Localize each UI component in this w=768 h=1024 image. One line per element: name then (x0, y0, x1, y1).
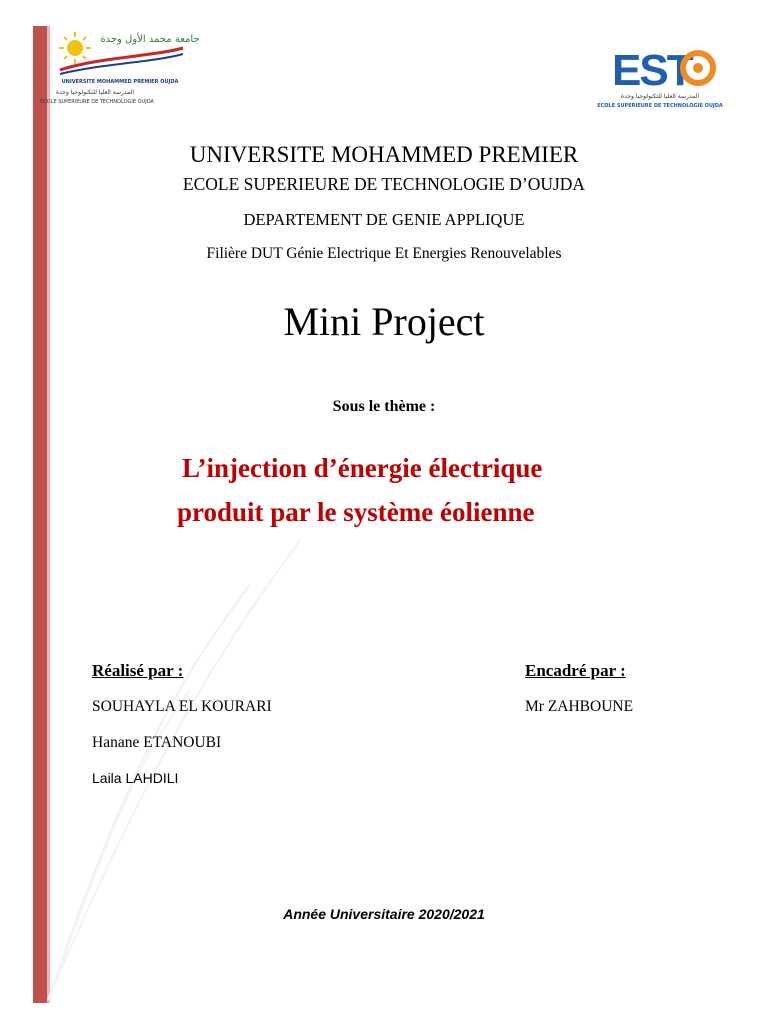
academic-year: Année Universitaire 2020/2021 (283, 906, 485, 922)
svg-text:جامعة محمد الأول وجدة: جامعة محمد الأول وجدة (100, 34, 200, 45)
svg-text:EST: EST (612, 46, 692, 95)
school-name: ECOLE SUPERIEURE DE TECHNOLOGIE D’OUJDA (182, 174, 586, 194)
theme-line-2: produit par le système éolienne (177, 497, 535, 527)
author-name: Hanane ETANOUBI (92, 734, 222, 751)
university-name: UNIVERSITE MOHAMMED PREMIER (189, 142, 579, 167)
svg-text:ECOLE SUPERIEURE DE TECHNOLOGI: ECOLE SUPERIEURE DE TECHNOLOGIE OUJDA (597, 103, 723, 109)
author-name: SOUHAYLA EL KOURARI (92, 698, 272, 715)
est-logo (597, 30, 723, 112)
theme-label: Sous le thème : (332, 398, 436, 415)
svg-text:ECOLE SUPERIEURE DE TECHNOLOGI: ECOLE SUPERIEURE DE TECHNOLOGIE OUJDA (40, 99, 154, 105)
document-title: Mini Project (283, 299, 485, 344)
authors-label: Réalisé par : (92, 661, 184, 680)
svg-text:UNIVERSITE MOHAMMED PREMIER OU: UNIVERSITE MOHAMMED PREMIER OUJDA (61, 79, 179, 85)
svg-text:المدرسة العليا للتكنولوجيا وجد: المدرسة العليا للتكنولوجيا وجدة (55, 89, 135, 96)
theme-line-1: L’injection d’énergie électrique (182, 453, 543, 483)
supervisor-name: Mr ZAHBOUNE (525, 698, 634, 715)
department-name: DEPARTEMENT DE GENIE APPLIQUE (243, 210, 525, 229)
author-name: Laila LAHDILI (92, 770, 179, 786)
program-name: Filière DUT Génie Electrique Et Energies Renouvelables (206, 245, 562, 262)
university-logo (40, 28, 200, 108)
svg-text:المدرسة العليا للتكنولوجيا وجد: المدرسة العليا للتكنولوجيا وجدة (620, 93, 700, 100)
sun-icon (59, 32, 91, 64)
supervisor-label: Encadré par : (525, 661, 626, 680)
